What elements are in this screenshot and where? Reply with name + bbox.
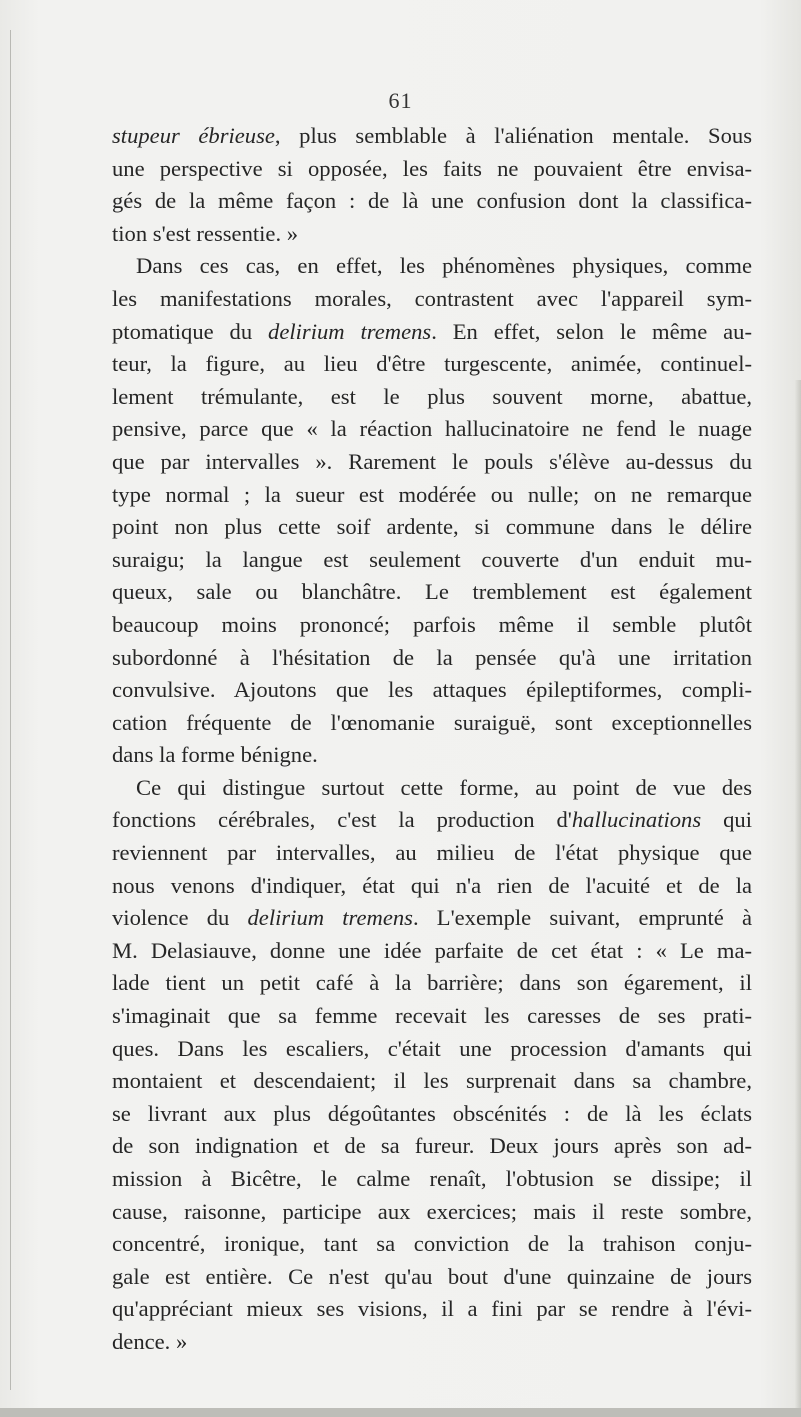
text-run: reviennent par intervalles, au milieu de l'état physique que bbox=[112, 840, 752, 866]
text-line bbox=[112, 804, 752, 837]
italic-text: delirium tremens bbox=[268, 318, 432, 344]
text-line bbox=[112, 316, 752, 349]
text-line bbox=[112, 446, 752, 479]
text-line bbox=[112, 250, 752, 283]
text-run: qu'appréciant mieux ses visions, il a fini par se rendre à l'évi- bbox=[112, 1296, 752, 1322]
text-run: pensive, parce que « la réaction hallucinatoire ne fend le nuage bbox=[112, 416, 752, 442]
text-line bbox=[112, 674, 752, 707]
text-line bbox=[112, 544, 752, 577]
text-run: Dans ces cas, en effet, les phénomènes physiques, comme bbox=[136, 253, 752, 279]
text-line bbox=[112, 772, 752, 805]
text-line bbox=[112, 185, 752, 218]
text-run: se livrant aux plus dégoûtantes obscénités : de là les éclats bbox=[112, 1100, 752, 1126]
text-line bbox=[112, 1228, 752, 1261]
text-line bbox=[112, 511, 752, 544]
text-line bbox=[112, 348, 752, 381]
page-bottom-edge bbox=[0, 1408, 801, 1417]
text-run: . En effet, selon le même au- bbox=[431, 318, 753, 344]
text-run: une perspective si opposée, les faits ne pouvaient être envisa- bbox=[112, 155, 752, 181]
text-run: type normal ; la sueur est modérée ou nulle; on ne remarque bbox=[112, 481, 752, 507]
text-run: point non plus cette soif ardente, si commune dans le délire bbox=[112, 514, 752, 540]
page-right-edge bbox=[795, 380, 801, 1417]
text-run: dans la forme bénigne. bbox=[112, 742, 318, 768]
text-line bbox=[112, 413, 752, 446]
text-line bbox=[112, 739, 752, 772]
text-run: tion s'est ressentie. » bbox=[112, 220, 299, 246]
text-run: . L'exemple suivant, emprunté à bbox=[412, 905, 753, 931]
text-line bbox=[112, 902, 752, 935]
text-run: queux, sale ou blanchâtre. Le tremblement est également bbox=[112, 579, 752, 605]
text-run: mission à Bicêtre, le calme renaît, l'obtusion se dissipe; il bbox=[112, 1166, 752, 1191]
text-line bbox=[112, 153, 752, 186]
italic-text: delirium tremens bbox=[247, 905, 413, 931]
text-run: ques. Dans les escaliers, c'était une procession d'amants qui bbox=[112, 1035, 752, 1061]
text-line bbox=[112, 1326, 752, 1359]
text-line bbox=[112, 1196, 752, 1229]
text-line bbox=[112, 1261, 752, 1294]
text-run: cause, raisonne, participe aux exercices; mais il reste sombre, bbox=[112, 1198, 752, 1224]
text-run: nous venons d'indiquer, état qui n'a rien de l'acuité et de la bbox=[112, 872, 752, 898]
text-line bbox=[112, 1065, 752, 1098]
page-number: 61 bbox=[388, 88, 413, 113]
text-line bbox=[112, 120, 752, 153]
text-line bbox=[112, 218, 752, 251]
text-run: teur, la figure, au lieu d'être turgescente, animée, continuel- bbox=[112, 351, 752, 377]
text-line bbox=[112, 1098, 752, 1131]
text-run: les manifestations morales, contrastent avec l'appareil sym- bbox=[112, 285, 752, 311]
text-line bbox=[112, 837, 752, 870]
text-run: s'imaginait que sa femme recevait les caresses de ses prati- bbox=[112, 1003, 752, 1029]
text-line bbox=[112, 870, 752, 903]
text-line bbox=[112, 1293, 752, 1326]
italic-text: hallucinations bbox=[571, 807, 702, 833]
text-run: qui bbox=[701, 807, 752, 833]
text-line bbox=[112, 576, 752, 609]
text-line bbox=[112, 642, 752, 675]
text-line bbox=[112, 1033, 752, 1066]
page-left-edge bbox=[10, 30, 11, 1390]
text-line bbox=[112, 283, 752, 316]
text-line bbox=[112, 479, 752, 512]
text-run: dence. » bbox=[112, 1328, 188, 1354]
text-run: subordonné à l'hésitation de la pensée qu'à une irritation bbox=[112, 644, 752, 670]
text-run: M. Delasiauve, donne une idée parfaite de cet état : « Le ma- bbox=[112, 937, 752, 963]
text-run: gés de la même façon : de là une confusion dont la classifica- bbox=[112, 188, 752, 214]
text-run: cation fréquente de l'œnomanie suraiguë, sont exceptionnelles bbox=[112, 709, 752, 735]
text-line bbox=[112, 935, 752, 968]
text-run: gale est entière. Ce n'est qu'au bout d'une quinzaine de jours bbox=[112, 1263, 752, 1289]
text-line bbox=[112, 1000, 752, 1033]
text-line bbox=[112, 967, 752, 1000]
text-run: ptomatique du bbox=[112, 318, 269, 344]
text-run: suraigu; la langue est seulement couverte d'un enduit mu- bbox=[112, 546, 752, 572]
text-run: , plus semblable à l'aliénation mentale. Sous bbox=[274, 123, 752, 148]
text-run: montaient et descendaient; il les surprenait dans sa chambre, bbox=[112, 1068, 752, 1094]
text-run: concentré, ironique, tant sa conviction de la trahison conju- bbox=[112, 1231, 752, 1257]
text-line bbox=[112, 381, 752, 414]
text-run: convulsive. Ajoutons que les attaques épileptiformes, compli- bbox=[112, 677, 752, 703]
text-line bbox=[112, 609, 752, 642]
text-line bbox=[112, 1130, 752, 1163]
italic-text: stupeur ébrieuse bbox=[112, 123, 275, 148]
body-text bbox=[112, 120, 752, 1359]
text-run: lade tient un petit café à la barrière; dans son égarement, il bbox=[112, 970, 752, 996]
text-run: de son indignation et de sa fureur. Deux jours après son ad- bbox=[112, 1133, 752, 1159]
text-run: lement trémulante, est le plus souvent morne, abattue, bbox=[112, 383, 752, 409]
text-run: violence du bbox=[112, 905, 248, 931]
text-run: fonctions cérébrales, c'est la production d' bbox=[112, 807, 572, 833]
text-run: que par intervalles ». Rarement le pouls s'élève au-dessus du bbox=[112, 448, 752, 474]
text-run: beaucoup moins prononcé; parfois même il semble plutôt bbox=[112, 611, 752, 637]
text-run: Ce qui distingue surtout cette forme, au point de vue des bbox=[136, 774, 752, 800]
text-line bbox=[112, 707, 752, 740]
text-line bbox=[112, 1163, 752, 1196]
